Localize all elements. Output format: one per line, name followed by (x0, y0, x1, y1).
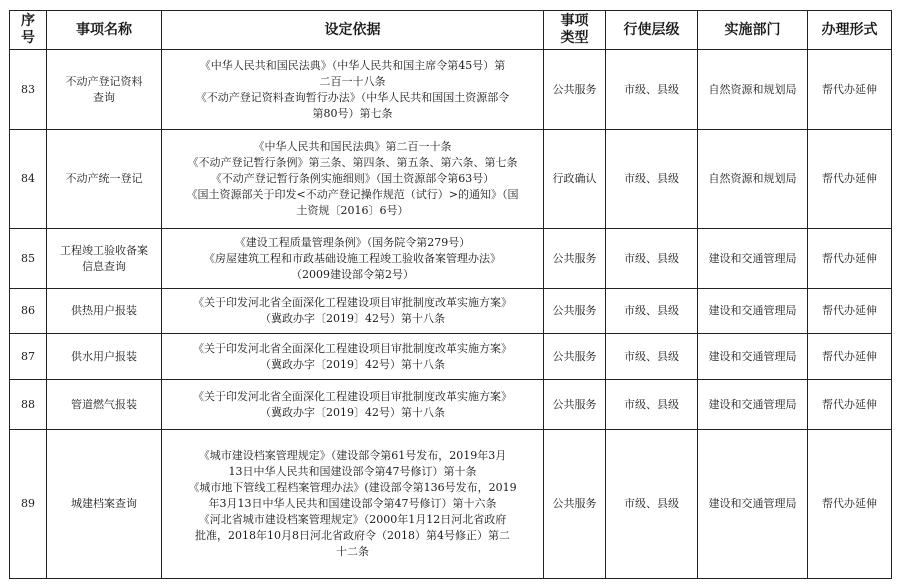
row-name-line: 不动产统一登记 (65, 172, 143, 185)
row-type: 公共服务 (544, 334, 606, 380)
row-name-line: 信息查询 (82, 259, 126, 273)
service-items-table (9, 10, 892, 579)
basis-line: 《建设工程质量管理条例》（国务院令第279号） (234, 235, 471, 249)
basis-line: 《关于印发河北省全面深化工程建设项目审批制度改革实施方案》 (193, 296, 512, 309)
row-name (47, 430, 162, 579)
row-name-line: 供水用户报装 (71, 349, 137, 363)
basis-line: 《房屋建筑工程和市政基础设施工程竣工验收备案管理办法》 (204, 251, 501, 265)
basis-line: 批准，2018年10月8日河北省政府令（2018）第4号修正）第二 (195, 529, 510, 542)
basis-line: 《中华人民共和国民法典》第二百一十条 (253, 140, 452, 153)
row-form: 帮代办延伸 (808, 130, 892, 229)
row-no: 84 (10, 130, 47, 229)
table-row (10, 130, 892, 229)
header-row (10, 11, 892, 50)
row-no: 89 (10, 430, 47, 579)
row-dept: 自然资源和规划局 (698, 50, 808, 130)
basis-line: 《河北省城市建设档案管理规定》（2000年1月12日河北省政府 (198, 513, 507, 526)
row-basis (162, 334, 544, 380)
basis-line: 土资规〔2016〕6号） (296, 204, 409, 217)
row-name-line: 管道燃气报装 (71, 397, 137, 411)
basis-line: 《不动产登记暂行条例实施细则》（国土资源部令第63号） (210, 172, 495, 185)
header-no (10, 11, 47, 50)
row-level: 市级、县级 (606, 380, 698, 430)
row-name (47, 380, 162, 430)
basis-line: 《不动产登记资料查询暂行办法》（中华人民共和国国土资源部令 (195, 90, 510, 104)
row-name-line: 查询 (93, 90, 115, 104)
row-form: 帮代办延伸 (808, 334, 892, 380)
table-row (10, 289, 892, 334)
row-name (47, 229, 162, 289)
row-dept: 建设和交通管理局 (698, 380, 808, 430)
basis-line: （冀政办字〔2019〕42号）第十八条 (260, 405, 445, 419)
row-dept: 建设和交通管理局 (698, 334, 808, 380)
row-name-line: 不动产登记资料 (65, 74, 143, 88)
table-row (10, 380, 892, 430)
row-form: 帮代办延伸 (808, 430, 892, 579)
basis-line: 13日中华人民共和国建设部令第47号修订）第十条 (228, 465, 477, 478)
basis-line: 第80号）第七条 (312, 106, 393, 120)
row-basis (162, 229, 544, 289)
basis-line: 《国土资源部关于印发<不动产登记操作规范（试行）>的通知》（国 (186, 188, 519, 201)
row-name (47, 50, 162, 130)
basis-line: （2009建设部令第2号） (291, 267, 414, 281)
row-type: 公共服务 (544, 430, 606, 579)
row-basis (162, 430, 544, 579)
row-name-line: 供热用户报装 (71, 304, 137, 317)
basis-line: 《城市建设档案管理规定》（建设部令第61号发布，2019年3月 (198, 449, 507, 462)
row-name (47, 130, 162, 229)
header-no-line1: 序 (21, 13, 35, 29)
table-row (10, 50, 892, 130)
row-level: 市级、县级 (606, 130, 698, 229)
basis-line: 十二条 (336, 545, 369, 558)
row-form: 帮代办延伸 (808, 380, 892, 430)
row-dept: 建设和交通管理局 (698, 289, 808, 334)
row-form: 帮代办延伸 (808, 50, 892, 130)
row-type: 公共服务 (544, 50, 606, 130)
basis-line: （冀政办字〔2019〕42号）第十八条 (260, 312, 445, 325)
table-row (10, 229, 892, 289)
row-name (47, 289, 162, 334)
basis-line: 《中华人民共和国民法典》（中华人民共和国主席令第45号）第 (199, 58, 506, 72)
row-level: 市级、县级 (606, 334, 698, 380)
header-type (544, 11, 606, 50)
row-dept: 建设和交通管理局 (698, 229, 808, 289)
header-type-line2: 类型 (560, 30, 589, 46)
basis-line: （冀政办字〔2019〕42号）第十八条 (260, 357, 445, 371)
basis-line: 二百一十八条 (319, 74, 386, 88)
basis-line: 《关于印发河北省全面深化工程建设项目审批制度改革实施方案》 (193, 389, 512, 403)
row-name (47, 334, 162, 380)
row-level: 市级、县级 (606, 50, 698, 130)
basis-line: 《不动产登记暂行条例》第三条、第四条、第五条、第六条、第七条 (187, 156, 518, 169)
header-basis: 设定依据 (162, 11, 544, 50)
basis-line: 《关于印发河北省全面深化工程建设项目审批制度改革实施方案》 (193, 341, 512, 355)
row-dept: 建设和交通管理局 (698, 430, 808, 579)
basis-line: 《城市地下管线工程档案管理办法》(建设部令第136号发布，2019 (188, 481, 517, 494)
basis-line: 年3月13日中华人民共和国建设部令第47号修订）第十六条 (208, 497, 497, 510)
row-no: 83 (10, 50, 47, 130)
row-no: 86 (10, 289, 47, 334)
row-name-line: 城建档案查询 (71, 497, 137, 510)
row-basis (162, 50, 544, 130)
row-type: 公共服务 (544, 229, 606, 289)
row-form: 帮代办延伸 (808, 289, 892, 334)
row-level: 市级、县级 (606, 289, 698, 334)
row-basis (162, 130, 544, 229)
row-type: 公共服务 (544, 289, 606, 334)
header-type-line1: 事项 (560, 13, 589, 29)
row-basis (162, 289, 544, 334)
table-row (10, 334, 892, 380)
row-name-line: 工程竣工验收备案 (60, 243, 148, 257)
header-no-line2: 号 (21, 30, 35, 46)
row-basis (162, 380, 544, 430)
row-dept: 自然资源和规划局 (698, 130, 808, 229)
row-form: 帮代办延伸 (808, 229, 892, 289)
row-no: 85 (10, 229, 47, 289)
table-row (10, 430, 892, 579)
header-form: 办理形式 (808, 11, 892, 50)
header-level: 行使层级 (606, 11, 698, 50)
row-type: 公共服务 (544, 380, 606, 430)
row-level: 市级、县级 (606, 229, 698, 289)
row-no: 87 (10, 334, 47, 380)
header-dept: 实施部门 (698, 11, 808, 50)
header-name: 事项名称 (47, 11, 162, 50)
row-no: 88 (10, 380, 47, 430)
row-type: 行政确认 (544, 130, 606, 229)
row-level: 市级、县级 (606, 430, 698, 579)
